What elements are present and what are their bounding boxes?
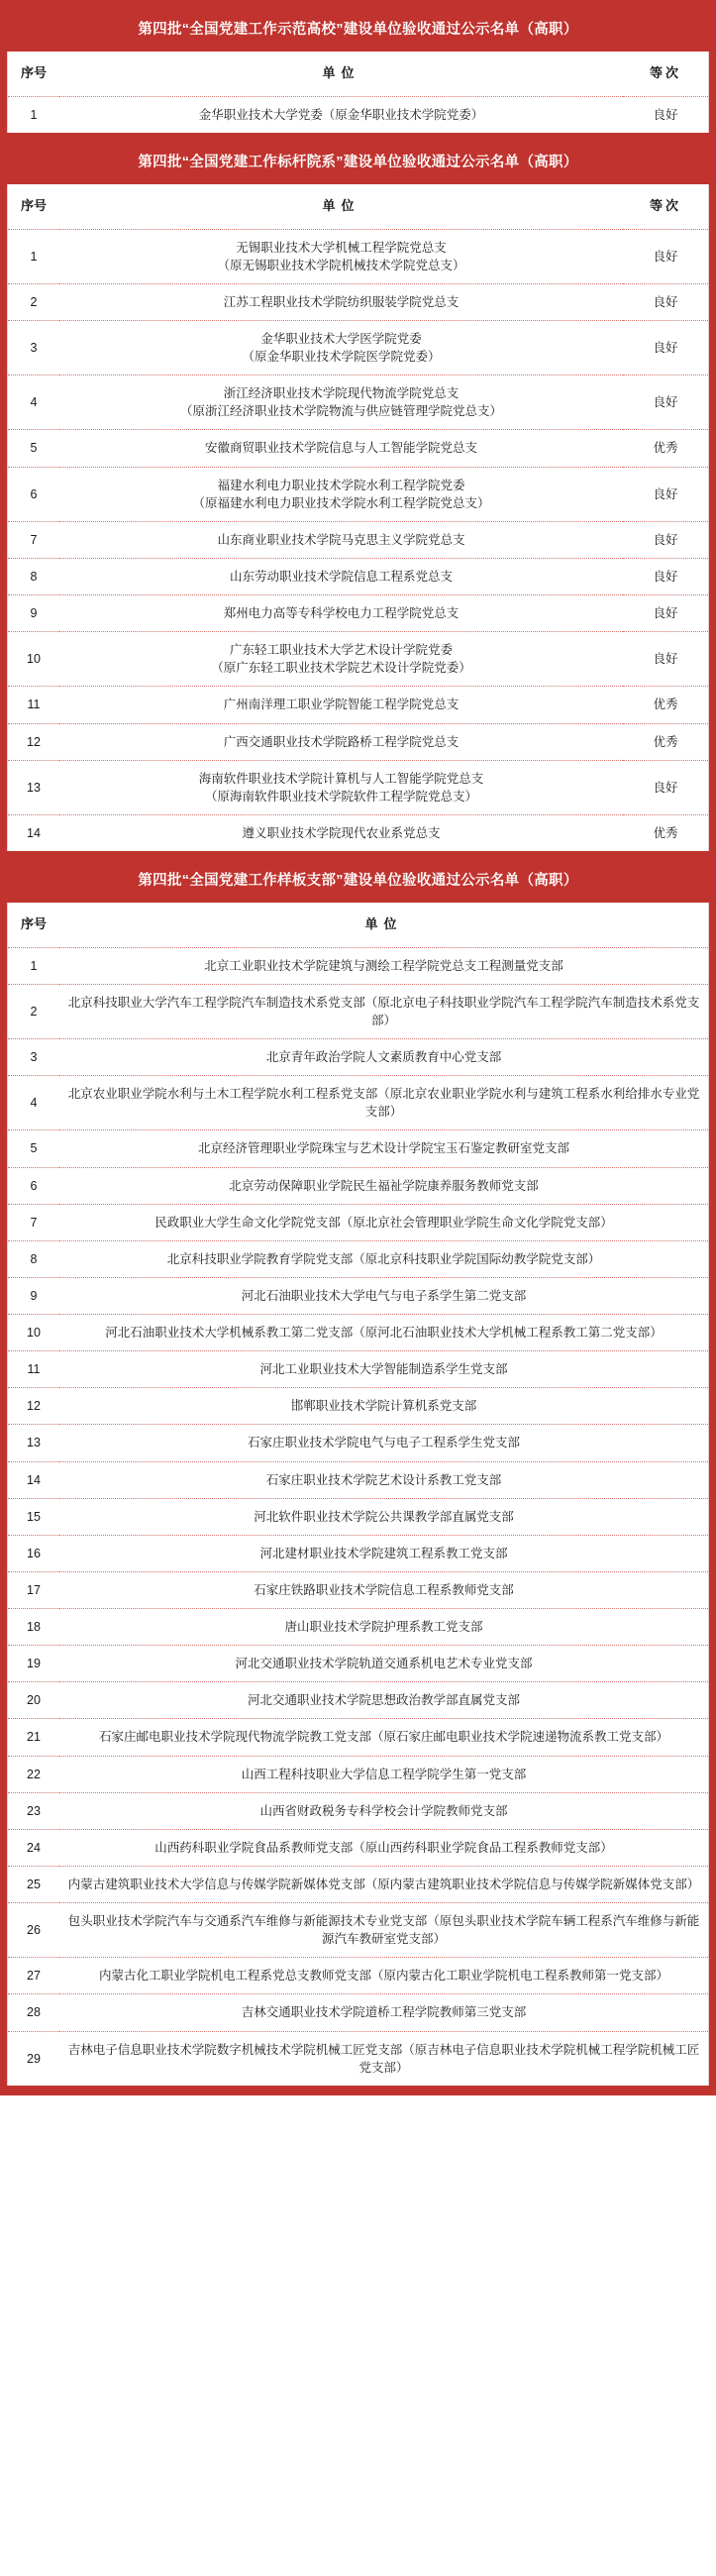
unit-name: [59, 1076, 708, 1130]
table-row: [8, 632, 708, 687]
top-spacer: [0, 0, 716, 8]
unit-name-line: 内蒙古化工职业学院机电工程系党总支教师党支部（原内蒙古化工职业学院机电工程系教师第一党支部）: [98, 1969, 668, 1984]
table-row: [8, 558, 708, 594]
unit-name: [59, 1646, 708, 1682]
unit-name: [59, 376, 623, 430]
row-index: 8: [8, 558, 59, 594]
table-row: [8, 1994, 708, 2031]
table-header-row: [8, 903, 708, 947]
table-row: [8, 1277, 708, 1314]
column-header: 等次: [623, 52, 708, 96]
row-index: 1: [8, 947, 59, 984]
row-index: 8: [8, 1240, 59, 1277]
unit-name-line: 石家庄邮电职业技术学院现代物流学院教工党支部（原石家庄邮电职业技术学院速递物流系教工党支部）: [98, 1730, 668, 1745]
table-block: [7, 184, 709, 851]
rank-value: 良好: [623, 467, 708, 521]
table-row: [8, 1646, 708, 1682]
unit-name: [59, 947, 708, 984]
unit-name-line: 金华职业技术大学党委（原金华职业技术学院党委）: [198, 107, 484, 122]
unit-name-line: 无锡职业技术大学机械工程学院党总支: [236, 240, 447, 255]
unit-name-line: 石家庄职业技术学院电气与电子工程系学生党支部: [247, 1436, 520, 1450]
row-index: 11: [8, 687, 59, 723]
unit-name: [59, 1167, 708, 1204]
unit-name: [59, 814, 623, 851]
rank-value: 良好: [653, 107, 678, 122]
table-row: [8, 376, 708, 430]
table-row: [8, 1719, 708, 1756]
row-index: 23: [8, 1792, 59, 1829]
row-index: 1: [30, 107, 38, 122]
unit-name: [59, 723, 623, 760]
unit-name: [59, 521, 623, 558]
row-index: 14: [27, 825, 41, 840]
unit-name-line: （原福建水利电力职业技术学院水利工程学院党总支）: [192, 495, 490, 510]
row-index: 20: [8, 1682, 59, 1719]
row-index: 7: [8, 1204, 59, 1240]
unit-name-line: （原广东轻工职业技术学院艺术设计学院党委）: [211, 661, 471, 676]
row-index: 10: [8, 632, 59, 687]
unit-name-line: 石家庄铁路职业技术学院信息工程系教师党支部: [254, 1582, 514, 1597]
table-row: [8, 467, 708, 521]
table-row: [8, 2031, 708, 2086]
table-block: [7, 52, 709, 133]
unit-name-line: 河北建材职业技术学院建筑工程系教工党支部: [259, 1546, 508, 1560]
row-index: 26: [8, 1903, 59, 1958]
row-index: 1: [8, 229, 59, 283]
rank-value: 良好: [623, 229, 708, 283]
listing-table: [8, 184, 708, 851]
unit-name-line: 河北交通职业技术学院轨道交通系机电艺术专业党支部: [235, 1657, 533, 1671]
rank-value: 良好: [623, 521, 708, 558]
listing-table: [8, 903, 708, 2086]
rank-value: 良好: [623, 376, 708, 430]
column-header: 序号: [8, 52, 59, 96]
table-row: [8, 1903, 708, 1958]
unit-name: [59, 1461, 708, 1498]
table-row: [8, 1829, 708, 1866]
unit-name-line: 海南软件职业技术学院计算机与人工智能学院党总支: [198, 771, 484, 786]
table-row: [8, 1315, 708, 1351]
row-index: 12: [8, 723, 59, 760]
row-index: 22: [8, 1756, 59, 1792]
sections-container: [0, 8, 716, 2086]
table-row: [8, 430, 708, 467]
row-index: 7: [8, 521, 59, 558]
unit-name-line: 石家庄职业技术学院艺术设计系教工党支部: [265, 1472, 502, 1487]
row-index: 17: [8, 1571, 59, 1608]
row-index: 12: [8, 1388, 59, 1425]
column-header: 序号: [8, 903, 59, 947]
unit-name-line: 山西省财政税务专科学校会计学院教师党支部: [259, 1803, 508, 1818]
unit-name-line: 浙江经济职业技术学院现代物流学院党总支: [223, 386, 460, 401]
unit-name: [59, 1498, 708, 1535]
row-index: 13: [8, 1425, 59, 1461]
column-header: 单位: [59, 52, 623, 96]
unit-name: [59, 283, 623, 320]
table-row: [8, 1461, 708, 1498]
rank-value: 良好: [623, 760, 708, 814]
row-index: 6: [8, 1167, 59, 1204]
unit-name-line: （原浙江经济职业技术学院物流与供应链管理学院党总支）: [179, 404, 502, 419]
column-header: 单位: [59, 903, 708, 947]
row-index: 19: [8, 1646, 59, 1682]
column-header: 序号: [8, 184, 59, 229]
unit-name: [59, 467, 623, 521]
row-index: 4: [8, 376, 59, 430]
row-index: 25: [8, 1866, 59, 1902]
row-index: 3: [8, 320, 59, 375]
section-title: 第四批“全国党建工作标杆院系”建设单位验收通过公示名单（高职）: [0, 141, 716, 184]
table-row: [8, 1388, 708, 1425]
row-index: 27: [8, 1958, 59, 1994]
unit-name-line: 民政职业大学生命文化学院党支部（原北京社会管理职业学院生命文化学院党支部）: [154, 1215, 613, 1230]
unit-name-line: 河北石油职业技术大学机械系教工第二党支部（原河北石油职业技术大学机械工程系教工第二党支部）: [105, 1326, 663, 1341]
row-index: 15: [8, 1498, 59, 1535]
rank-value: 良好: [623, 320, 708, 375]
rank-value: 优秀: [623, 723, 708, 760]
unit-name-line: 山西工程科技职业大学信息工程学院学生第一党支部: [241, 1767, 527, 1781]
unit-name: [59, 632, 623, 687]
row-index: 2: [8, 283, 59, 320]
unit-name: [59, 1315, 708, 1351]
table-row: [8, 1609, 708, 1646]
table-row: [8, 320, 708, 375]
table-row: [8, 595, 708, 632]
unit-name: [59, 1756, 708, 1792]
table-header-row: [8, 184, 708, 229]
unit-name-line: 北京科技职业大学汽车工程学院汽车制造技术系党支部（原北京电子科技职业学院汽车工程学院汽车制造技术系党支部）: [67, 995, 700, 1027]
row-index: 24: [8, 1829, 59, 1866]
unit-name: [59, 1829, 708, 1866]
row-index: 5: [8, 1130, 59, 1167]
unit-name-line: 郑州电力高等专科学校电力工程学院党总支: [223, 606, 460, 620]
unit-name-line: 广东轻工职业技术大学艺术设计学院党委: [229, 643, 453, 658]
unit-name-line: （原海南软件职业技术学院软件工程学院党总支）: [204, 789, 477, 804]
table-row: [8, 1351, 708, 1388]
table-row: [8, 760, 708, 814]
unit-name-line: 山西药科职业学院食品系教师党支部（原山西药科职业学院食品工程系教师党支部）: [154, 1840, 613, 1855]
column-header: 单位: [59, 184, 623, 229]
unit-name: [59, 1535, 708, 1571]
unit-name-line: 吉林电子信息职业技术学院数字机械技术学院机械工匠党支部（原吉林电子信息职业技术学院机械工程学院机械工匠党支部）: [67, 2042, 700, 2075]
listing-table: [8, 52, 708, 133]
table-row: [8, 521, 708, 558]
table-row: [8, 1204, 708, 1240]
row-index: 4: [8, 1076, 59, 1130]
table-row: [8, 814, 708, 851]
rank-value: 良好: [623, 558, 708, 594]
row-index: 2: [8, 984, 59, 1038]
row-index: 13: [8, 760, 59, 814]
table-row: [8, 1498, 708, 1535]
unit-name: [59, 687, 623, 723]
table-row: [8, 947, 708, 984]
unit-name-line: 山东商业职业技术学院马克思主义学院党总支: [217, 532, 465, 547]
unit-name-line: 河北石油职业技术大学电气与电子系学生第二党支部: [241, 1288, 527, 1303]
unit-name-line: 北京农业职业学院水利与土木工程学院水利工程系党支部（原北京农业职业学院水利与建筑工程系水利给排水专业党支部）: [67, 1087, 700, 1120]
table-row: [8, 229, 708, 283]
unit-name-line: 北京青年政治学院人文素质教育中心党支部: [265, 1050, 502, 1065]
unit-name: [59, 1682, 708, 1719]
table-row: [8, 1130, 708, 1167]
table-row: [8, 1076, 708, 1130]
table-row: [8, 96, 708, 133]
table-row: [8, 283, 708, 320]
rank-value: 良好: [623, 632, 708, 687]
rank-value: 优秀: [623, 687, 708, 723]
row-index: 21: [8, 1719, 59, 1756]
row-index: 16: [8, 1535, 59, 1571]
unit-name: [59, 1039, 708, 1076]
unit-name: [59, 1351, 708, 1388]
unit-name: [59, 1277, 708, 1314]
table-row: [8, 1958, 708, 1994]
row-index: 28: [8, 1994, 59, 2031]
unit-name: [59, 1240, 708, 1277]
unit-name-line: 金华职业技术大学医学院党委: [260, 331, 422, 346]
row-index: 3: [8, 1039, 59, 1076]
section-title: 第四批“全国党建工作样板支部”建设单位验收通过公示名单（高职）: [0, 859, 716, 903]
unit-name: [59, 595, 623, 632]
unit-name-line: 吉林交通职业技术学院道桥工程学院教师第三党支部: [241, 2005, 527, 2020]
table-block: [7, 903, 709, 2086]
section-gap: [0, 133, 716, 141]
table-row: [8, 1240, 708, 1277]
unit-name-line: 包头职业技术学院汽车与交通系汽车维修与新能源技术专业党支部（原包头职业技术学院车辆工程系汽车维修与新能源汽车教研室党支部）: [67, 1914, 700, 1947]
unit-name: [59, 1958, 708, 1994]
unit-name: [59, 1388, 708, 1425]
unit-name: [59, 320, 623, 375]
unit-name-line: （原金华职业技术学院医学院党委）: [242, 350, 441, 364]
bottom-spacer: [0, 2086, 716, 2095]
table-row: [8, 1756, 708, 1792]
unit-name-line: 邯郸职业技术学院计算机系党支部: [290, 1399, 477, 1414]
section-gap: [0, 851, 716, 859]
unit-name: [59, 1994, 708, 2031]
unit-name: [59, 1719, 708, 1756]
table-header-row: [8, 52, 708, 96]
unit-name-line: 江苏工程职业技术学院纺织服装学院党总支: [223, 294, 460, 309]
table-row: [8, 1792, 708, 1829]
unit-name-line: 北京科技职业学院教育学院党支部（原北京科技职业学院国际幼教学院党支部）: [166, 1251, 601, 1266]
unit-name-line: 遵义职业技术学院现代农业系党总支: [242, 825, 441, 840]
row-index: 10: [8, 1315, 59, 1351]
table-row: [8, 1571, 708, 1608]
unit-name-line: 内蒙古建筑职业技术大学信息与传媒学院新媒体党支部（原内蒙古建筑职业技术学院信息与传媒学院新媒体党支部）: [67, 1877, 700, 1891]
row-index: 5: [8, 430, 59, 467]
unit-name-line: 河北工业职业技术大学智能制造系学生党支部: [259, 1362, 508, 1377]
unit-name-line: 山东劳动职业技术学院信息工程系党总支: [229, 569, 453, 584]
row-index: 11: [8, 1351, 59, 1388]
unit-name-line: 安徽商贸职业技术学院信息与人工智能学院党总支: [204, 441, 477, 456]
row-index: 29: [27, 2051, 41, 2066]
unit-name: [59, 760, 623, 814]
rank-value: 良好: [623, 283, 708, 320]
unit-name-line: 北京经济管理职业学院珠宝与艺术设计学院宝玉石鉴定教研室党支部: [197, 1141, 569, 1156]
table-row: [8, 1535, 708, 1571]
unit-name-line: 广西交通职业技术学院路桥工程学院党总支: [223, 734, 460, 749]
table-row: [8, 1866, 708, 1902]
unit-name: [59, 1204, 708, 1240]
unit-name: [59, 2031, 708, 2086]
unit-name-line: 唐山职业技术学院护理系教工党支部: [284, 1620, 483, 1635]
section-title: 第四批“全国党建工作示范高校”建设单位验收通过公示名单（高职）: [0, 8, 716, 52]
row-index: 9: [8, 595, 59, 632]
row-index: 14: [8, 1461, 59, 1498]
row-index: 9: [8, 1277, 59, 1314]
unit-name-line: （原无锡职业技术学院机械技术学院党总支）: [217, 258, 465, 272]
unit-name: [59, 558, 623, 594]
unit-name-line: 北京工业职业技术学院建筑与测绘工程学院党总支工程测量党支部: [204, 958, 563, 973]
table-row: [8, 1425, 708, 1461]
table-row: [8, 687, 708, 723]
rank-value: 优秀: [653, 825, 678, 840]
unit-name: [59, 984, 708, 1038]
table-row: [8, 1167, 708, 1204]
unit-name: [59, 1609, 708, 1646]
unit-name-line: 北京劳动保障职业学院民生福祉学院康养服务教师党支部: [229, 1178, 539, 1193]
unit-name: [59, 229, 623, 283]
rank-value: 优秀: [623, 430, 708, 467]
unit-name: [59, 1425, 708, 1461]
unit-name: [59, 1903, 708, 1958]
unit-name: [59, 430, 623, 467]
row-index: 6: [8, 467, 59, 521]
unit-name: [59, 1130, 708, 1167]
unit-name: [59, 1866, 708, 1902]
unit-name-line: 河北软件职业技术学院公共课教学部直属党支部: [254, 1509, 514, 1524]
unit-name-line: 河北交通职业技术学院思想政治教学部直属党支部: [247, 1693, 520, 1708]
table-row: [8, 723, 708, 760]
table-row: [8, 1682, 708, 1719]
column-header: 等次: [623, 184, 708, 229]
unit-name: [59, 1571, 708, 1608]
table-row: [8, 984, 708, 1038]
unit-name-line: 广州南洋理工职业学院智能工程学院党总支: [223, 698, 460, 712]
table-row: [8, 1039, 708, 1076]
row-index: 18: [8, 1609, 59, 1646]
unit-name-line: 福建水利电力职业技术学院水利工程学院党委: [217, 478, 465, 492]
unit-name: [59, 1792, 708, 1829]
rank-value: 良好: [623, 595, 708, 632]
unit-name: [59, 96, 623, 133]
